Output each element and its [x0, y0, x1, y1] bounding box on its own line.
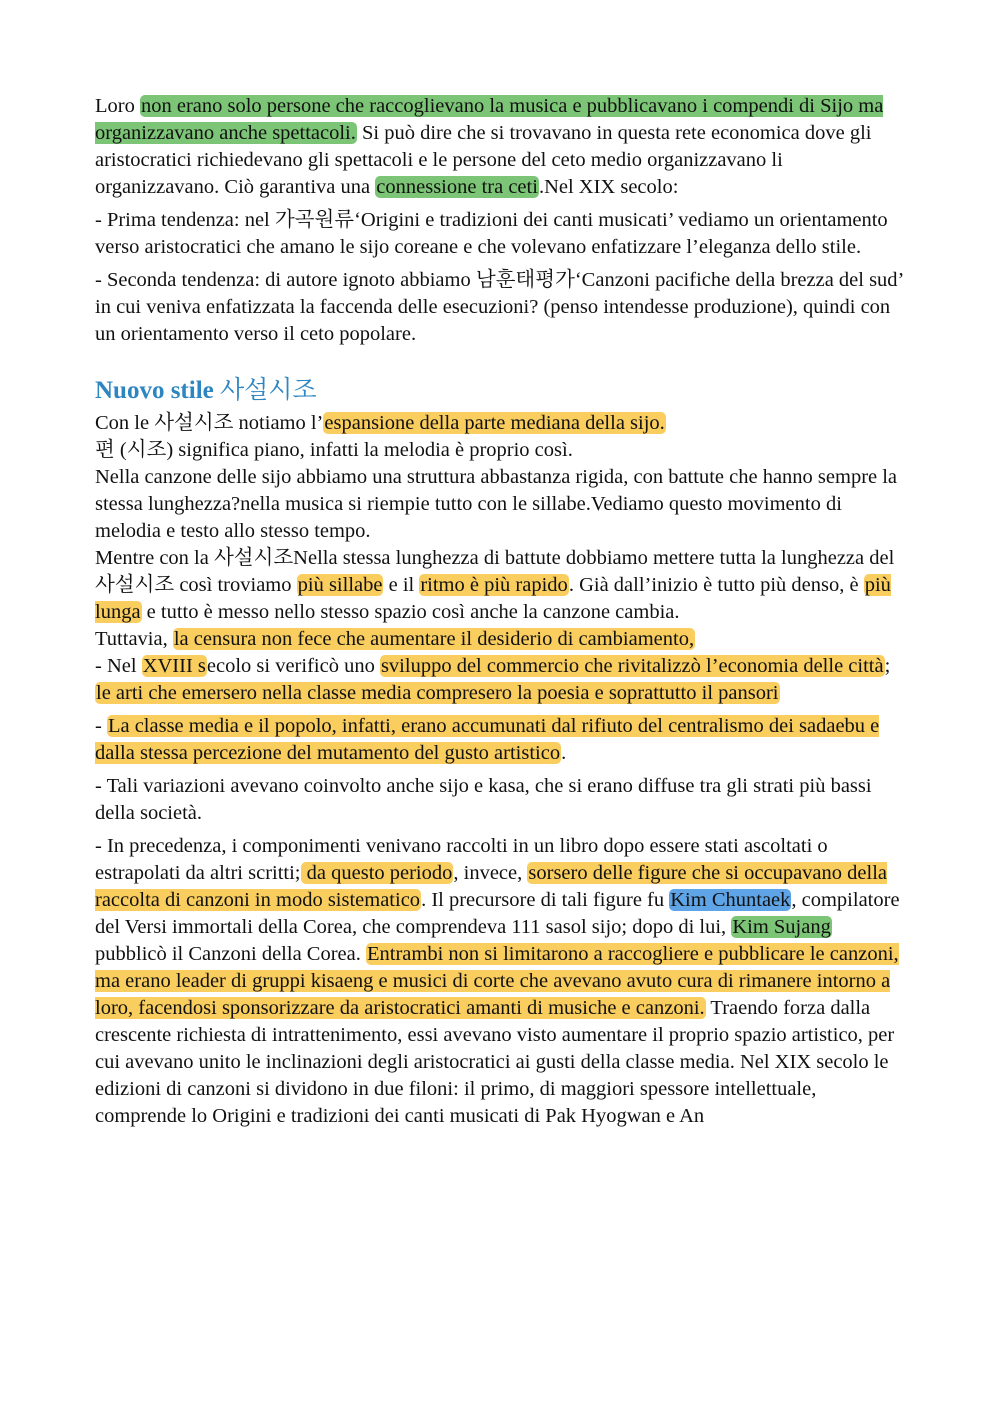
section-heading-title: Nuovo stile [95, 377, 214, 404]
text-run: . [561, 742, 567, 764]
paragraph [95, 773, 907, 827]
text-run: 편 (시조) significa piano, infatti la melodia è proprio così. [95, 439, 573, 461]
highlight-green: non erano solo persone che raccoglievano la musica e pubblicavano i compendi di Sijo ma organizzavano anche spettacoli. [95, 95, 884, 144]
highlight-yellow: più sillabe [297, 574, 383, 596]
paragraph [95, 653, 907, 707]
highlight-yellow: da questo periodo [301, 862, 453, 884]
paragraph [95, 267, 907, 348]
text-run: , compilatore del Versi immortali della Corea, che comprendeva 111 sasol sijo; dopo di lui, [95, 889, 900, 938]
section-heading-korean: 사설시조 [220, 377, 317, 404]
paragraph [95, 545, 907, 626]
paragraph [95, 713, 907, 767]
section-body [95, 410, 907, 1130]
paragraph [95, 833, 907, 1130]
text-run: - Tali variazioni avevano coinvolto anche sijo e kasa, che si erano diffuse tra gli strati più bassi della società. [95, 775, 872, 824]
highlight-yellow: le arti che emersero nella classe media compresero la poesia e soprattutto il pansori [96, 682, 779, 704]
intro-block [95, 93, 907, 348]
highlight-yellow: Entrambi non si limitarono a raccogliere e pubblicare le canzoni, ma erano leader di gruppi kisaeng e musici di corte che avevano avuto cura di rimanere intorno a loro, facendosi sponsorizzare da aristocratici amanti di musiche e canzoni. [95, 943, 899, 1019]
text-run: - Nel [95, 655, 142, 677]
text-run: ; [884, 655, 891, 677]
highlight-yellow: ritmo è più rapido [420, 574, 568, 596]
text-run: - In precedenza, i componimenti venivano raccolti in un libro dopo essere stati ascoltati o estrapolati da altri scritti; [95, 835, 828, 884]
text-run: , invece, [453, 862, 528, 884]
text-run: - [95, 715, 107, 737]
text-run: - Seconda tendenza: di autore ignoto abbiamo 남훈태평가‘Canzoni pacifiche della brezza del sud’ in cui veniva enfatizzata la faccenda delle esecuzioni? (penso intendesse produzione), quindi con un orientamento verso il ceto popolare. [95, 269, 903, 345]
text-run: Con le 사설시조 notiamo l’ [95, 412, 324, 434]
highlight-yellow: più lunga [95, 574, 891, 623]
page-content [95, 93, 907, 1136]
text-run: e tutto è messo nello stesso spazio così anche la canzone cambia. [141, 601, 680, 623]
section-heading [95, 376, 907, 406]
text-run: Si può dire che si trovavano in questa rete economica dove gli aristocratici richiedevano gli spettacoli e le persone del ceto medio organizzavano li organizzavano. Ciò garantiva una [95, 122, 872, 198]
text-run: .Nel XIX secolo: [538, 176, 679, 198]
text-run: Mentre con la 사설시조Nella stessa lunghezza di battute dobbiamo mettere tutta la lunghezza del 사설시조 così troviamo [95, 547, 895, 596]
highlight-yellow: la censura non fece che aumentare il desiderio di cambiamento, [173, 628, 695, 650]
text-run: ecolo si verificò uno [206, 655, 380, 677]
text-run: - Prima tendenza: nel 가곡원류‘Origini e tradizioni dei canti musicati’ vediamo un orientamento verso aristocratici che amano le sijo coreane e che volevano enfatizzare l’eleganza dello stile. [95, 209, 888, 258]
paragraph [95, 207, 907, 261]
highlight-yellow: sviluppo del commercio che rivitalizzò l’economia delle città [380, 655, 884, 677]
text-run: pubblicò il Canzoni della Corea. [95, 943, 366, 965]
text-run: Loro [95, 95, 140, 117]
paragraph [95, 626, 907, 653]
text-run: Traendo forza dalla crescente richiesta di intrattenimento, essi avevano visto aumentare il proprio spazio artistico, per cui avevano unito le inclinazioni degli aristocratici ai gusti della classe media. Nel XIX secolo le edizioni di canzoni si dividono in due filoni: il primo, di maggiori spessore intellettuale, comprende lo Origini e tradizioni dei canti musicati di Pak Hyogwan e An [95, 997, 895, 1127]
paragraph [95, 464, 907, 545]
text-run: e il [383, 574, 420, 596]
highlight-yellow: La classe media e il popolo, infatti, erano accumunati dal rifiuto del centralismo dei sadaebu e dalla stessa percezione del mutamento del gusto artistico [95, 715, 880, 764]
paragraph [95, 437, 907, 464]
highlight-blue: Kim Chuntaek [670, 889, 791, 911]
highlight-yellow: XVIII s [142, 655, 206, 677]
highlight-green: Kim Sujang [732, 916, 831, 938]
paragraph [95, 410, 907, 437]
text-run: Tuttavia, [95, 628, 173, 650]
paragraph [95, 93, 907, 201]
highlight-green: connessione tra ceti [376, 176, 538, 198]
text-run: . Già dall’inizio è tutto più denso, è [568, 574, 864, 596]
highlight-yellow: sorsero delle figure che si occupavano della raccolta di canzoni in modo sistematico [95, 862, 887, 911]
text-run: Nella canzone delle sijo abbiamo una struttura abbastanza rigida, con battute che hanno sempre la stessa lunghezza?nella musica si riempie tutto con le sillabe.Vediamo questo movimento di melodia e testo allo stesso tempo. [95, 466, 898, 542]
highlight-yellow: espansione della parte mediana della sijo. [324, 412, 665, 434]
text-run: . Il precursore di tali figure fu [421, 889, 670, 911]
